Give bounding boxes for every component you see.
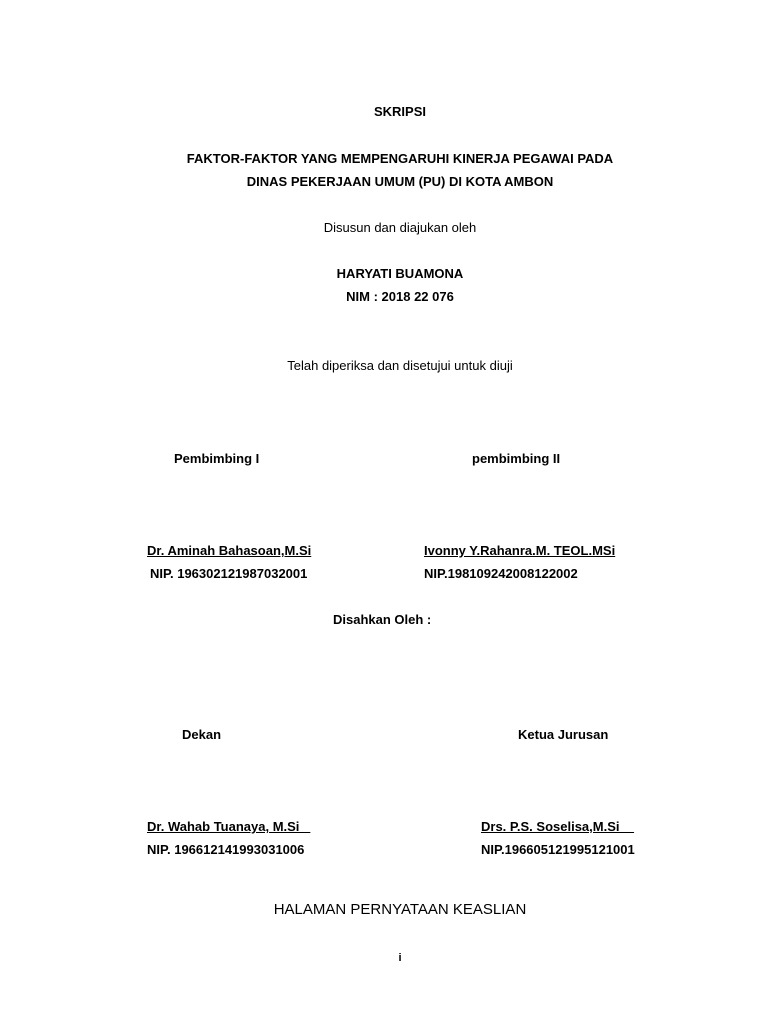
- department-head-nip: NIP.196605121995121001: [481, 842, 635, 857]
- title-line-2: DINAS PEKERJAAN UMUM (PU) DI KOTA AMBON: [246, 174, 554, 189]
- approval-statement: Telah diperiksa dan disetujui untuk diuji: [287, 358, 513, 373]
- page-number: i: [398, 952, 402, 964]
- title-line-1: FAKTOR-FAKTOR YANG MEMPENGARUHI KINERJA PEGAWAI PADA: [186, 151, 614, 166]
- ratified-by-label: Disahkan Oleh :: [333, 612, 432, 627]
- supervisor-2-nip: NIP.198109242008122002: [424, 566, 578, 581]
- supervisor-1-nip: NIP. 196302121987032001: [150, 566, 308, 581]
- supervisor-2-name: Ivonny Y.Rahanra.M. TEOL.MSi: [424, 543, 616, 558]
- submitted-by-label: Disusun dan diajukan oleh: [323, 220, 477, 235]
- dean-name: Dr. Wahab Tuanaya, M.Si _: [147, 819, 311, 834]
- document-type: SKRIPSI: [373, 104, 426, 119]
- dean-role: Dekan: [182, 727, 222, 742]
- dean-nip: NIP. 196612141993031006: [147, 842, 305, 857]
- next-section-heading: HALAMAN PERNYATAAN KEASLIAN: [273, 901, 527, 918]
- author-nim: NIM : 2018 22 076: [346, 289, 454, 304]
- author-name: HARYATI BUAMONA: [336, 266, 464, 281]
- supervisor-2-role: pembimbing II: [472, 451, 561, 466]
- supervisor-1-name: Dr. Aminah Bahasoan,M.Si: [147, 543, 312, 558]
- department-head-name: Drs. P.S. Soselisa,M.Si__: [481, 819, 634, 834]
- supervisor-1-role: Pembimbing I: [174, 451, 260, 466]
- department-head-role: Ketua Jurusan: [518, 727, 609, 742]
